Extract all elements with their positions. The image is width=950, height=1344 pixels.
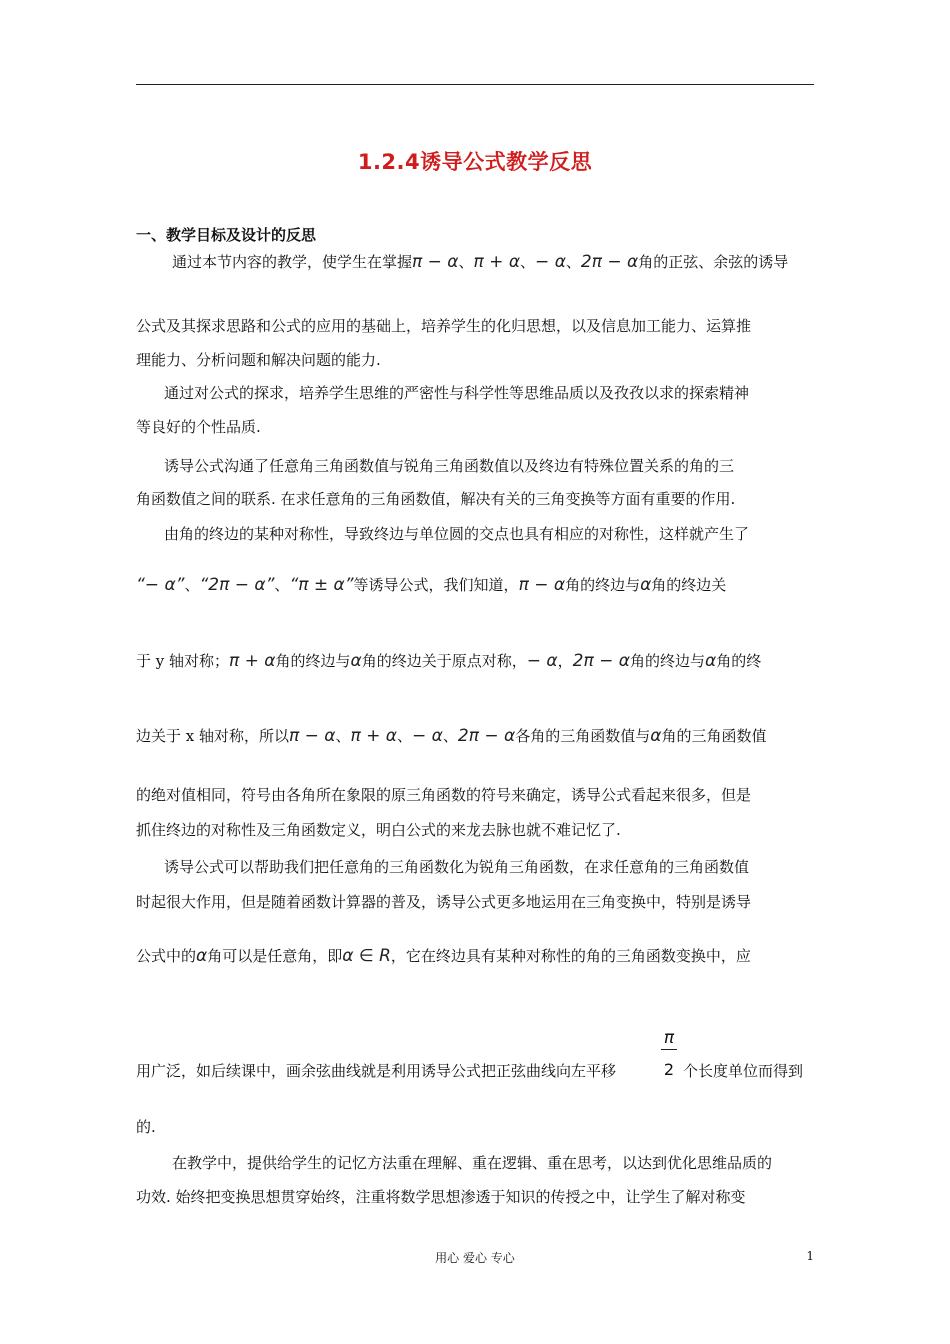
paragraph-line: 边关于 x 轴对称，所以π − α、π + α、− α、2π − α各角的三角函数值与α角的三角函数值	[136, 726, 767, 746]
paragraph-line: 于 y 轴对称；π + α角的终边与α角的终边关于原点对称，− α，2π − α角的终边与α角的终	[136, 651, 762, 671]
math-formula: “− α”	[136, 575, 185, 595]
paragraph-line: “− α”、“2π − α”、“π ± α”等诱导公式，我们知道，π − α角的终边与α角的终边关	[136, 575, 727, 595]
math-formula: − α	[526, 651, 558, 671]
paragraph-line: 的.	[136, 1118, 156, 1136]
paragraph-line: 个长度单位而得到	[683, 1062, 804, 1080]
paragraph-line: 公式及其探求思路和公式的应用的基础上，培养学生的化归思想，以及信息加工能力、运算推	[136, 317, 752, 335]
paragraph-line: 理能力、分析问题和解决问题的能力.	[136, 351, 381, 369]
document-title: 1.2.4诱导公式教学反思	[357, 150, 593, 174]
paragraph-line: 抓住终边的对称性及三角函数定义，明白公式的来龙去脉也就不难记忆了.	[136, 821, 621, 839]
math-formula: α ∈ R	[342, 946, 391, 966]
paragraph-line: 用广泛，如后续课中，画余弦曲线就是利用诱导公式把正弦曲线向左平移	[136, 1062, 617, 1080]
paragraph-line: 时起很大作用，但是随着函数计算器的普及，诱导公式更多地运用在三角变换中，特别是诱导	[136, 893, 752, 911]
math-formula: 2π − α	[580, 252, 639, 272]
paragraph-line: 通过本节内容的教学，使学生在掌握π − α、π + α、− α、2π − α角的正弦、余弦的诱导	[172, 252, 789, 272]
paragraph-line: 通过对公式的探求，培养学生思维的严密性与科学性等思维品质以及孜孜以求的探索精神	[164, 384, 750, 402]
math-formula: 2π − α	[572, 651, 630, 671]
header-rule	[136, 84, 814, 85]
math-formula: α	[196, 946, 208, 966]
paragraph-line: 公式中的α角可以是任意角，即α ∈ R，它在终边具有某种对称性的角的三角函数变换中，应	[136, 946, 751, 966]
page-footer: 用心 爱心 专心	[435, 1251, 515, 1265]
section-heading: 一、教学目标及设计的反思	[136, 226, 317, 244]
math-formula: π − α	[289, 726, 336, 746]
math-formula: π + α	[229, 651, 276, 671]
page-number: 1	[806, 1249, 814, 1263]
paragraph-line: 由角的终边的某种对称性，导致终边与单位圆的交点也具有相应的对称性，这样就产生了	[164, 525, 750, 543]
paragraph-line: 角函数值之间的联系. 在求任意角的三角函数值，解决有关的三角变换等方面有重要的作用.	[136, 490, 736, 508]
fraction-pi-over-2: π 2	[661, 1028, 677, 1079]
paragraph-line: 的绝对值相同，符号由各角所在象限的原三角函数的符号来确定，诱导公式看起来很多，但是	[136, 786, 752, 804]
math-formula: α	[704, 651, 717, 671]
math-formula: π + α	[350, 726, 398, 746]
math-formula: π − α	[412, 252, 459, 272]
math-formula: − α	[412, 726, 443, 746]
math-formula: α	[640, 575, 652, 595]
math-formula: − α	[535, 252, 566, 272]
math-formula: α	[650, 726, 662, 746]
math-formula: π + α	[473, 252, 521, 272]
paragraph-line: 在教学中，提供给学生的记忆方法重在理解、重在逻辑、重在思考，以达到优化思维品质的	[172, 1154, 773, 1172]
math-formula: “2π − α”	[199, 575, 275, 595]
math-formula: “π ± α”	[289, 575, 354, 595]
paragraph-line: 诱导公式沟通了任意角三角函数值与锐角三角函数值以及终边有特殊位置关系的角的三	[164, 457, 735, 475]
paragraph-line: 等良好的个性品质.	[136, 418, 261, 436]
math-formula: π − α	[518, 575, 566, 595]
paragraph-line: 诱导公式可以帮助我们把任意角的三角函数化为锐角三角函数，在求任意角的三角函数值	[164, 858, 750, 876]
paragraph-line: 功效. 始终把变换思想贯穿始终，注重将数学思想渗透于知识的传授之中，让学生了解对称变	[136, 1188, 746, 1206]
math-formula: 2π − α	[457, 726, 516, 746]
math-formula: α	[350, 651, 362, 671]
